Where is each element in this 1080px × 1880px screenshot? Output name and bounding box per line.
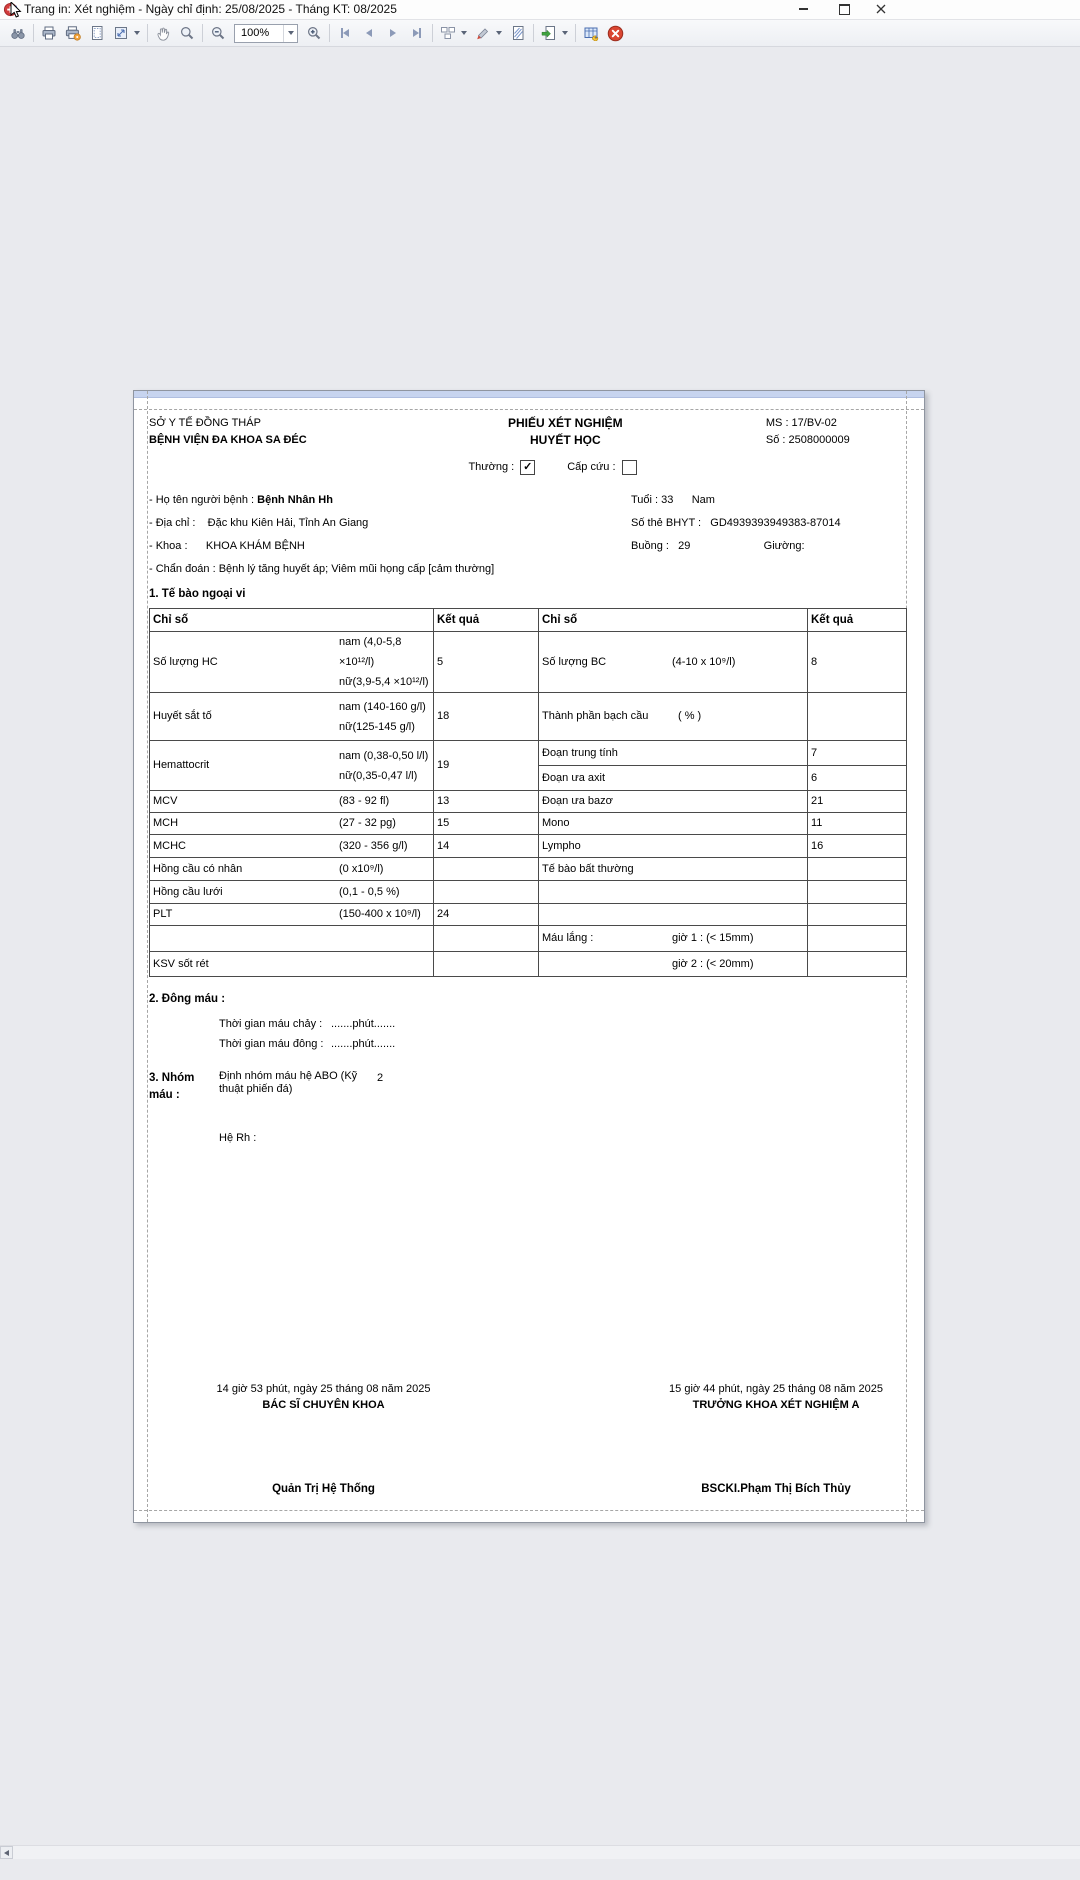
toolbar-separator [33, 24, 34, 42]
signature-name: BSCKI.Phạm Thị Bích Thủy [701, 1483, 851, 1495]
patient-address: - Địa chỉ : Đặc khu Kiên Hải, Tỉnh An Giang [149, 517, 369, 529]
first-page-button[interactable] [333, 22, 357, 44]
document-page [133, 390, 925, 1523]
test-result: 6 [808, 766, 907, 791]
test-name: Mono [539, 813, 808, 835]
watermark-dropdown-icon[interactable] [496, 31, 502, 35]
scale-dropdown-icon[interactable] [134, 31, 140, 35]
report-title-line1: PHIẾU XÉT NGHIỆM [508, 416, 623, 430]
table-row [150, 881, 907, 904]
margin-guide-left [147, 391, 148, 1522]
next-page-icon [390, 29, 396, 37]
test-name: Hồng cầu lưới [153, 885, 223, 898]
window-title: Trang in: Xét nghiệm - Ngày chỉ định: 25/08/2025 - Tháng KT: 08/2025 [24, 2, 397, 16]
toolbar-separator [329, 24, 330, 42]
ref-range: nữ(0,35-0,47 l/l) [339, 769, 418, 782]
section2-title: 2. Đông máu : [149, 993, 226, 1005]
normal-label: Thường : [468, 461, 515, 473]
test-name: Đoạn trung tính [539, 741, 808, 766]
test-name [539, 904, 808, 926]
table-row [150, 835, 907, 858]
magnifier-button[interactable] [175, 22, 199, 44]
maximize-icon [839, 4, 850, 15]
page-top-indicator [134, 391, 924, 398]
test-name: Số lượng BC [542, 655, 607, 668]
zoom-dropdown-icon[interactable] [283, 25, 297, 42]
test-result: 18 [434, 693, 539, 741]
test-result: 14 [434, 835, 539, 858]
test-result: 5 [434, 632, 539, 693]
search-icon [10, 25, 26, 41]
print-preview-toolbar [0, 20, 1080, 47]
test-result [808, 904, 907, 926]
test-result: 7 [808, 741, 907, 766]
rh-label: Hệ Rh : [219, 1132, 257, 1144]
section2 [149, 991, 906, 1054]
ref-range: nữ(3,9-5,4 ×10¹²/l) [339, 676, 429, 688]
previous-page-icon [366, 29, 372, 37]
org-name-line1: SỞ Y TẾ ĐỒNG THÁP [149, 417, 261, 429]
test-result [434, 952, 539, 977]
test-name: KSV sốt rét [150, 952, 434, 977]
export-dropdown-icon[interactable] [562, 31, 568, 35]
abo-result: 2 [377, 1072, 384, 1084]
print-button[interactable] [37, 22, 61, 44]
normal-checkbox[interactable] [520, 460, 535, 475]
signature-left [176, 1383, 471, 1495]
watermark-icon [475, 25, 491, 41]
magnifier-icon [179, 25, 195, 41]
patient-age: Tuổi : 33 Nam [631, 494, 715, 506]
check-icon: ✓ [523, 461, 533, 473]
table-row [150, 926, 907, 952]
ref-range: (320 - 356 g/l) [339, 839, 408, 852]
zoom-level-value: 100% [241, 27, 270, 39]
customize-button[interactable] [579, 22, 603, 44]
ref-range: (0 x10⁹/l) [339, 862, 384, 875]
test-result: 8 [808, 632, 907, 693]
section3-title: 3. Nhóm máu : [149, 1072, 195, 1101]
zoom-level-combobox[interactable] [234, 24, 298, 43]
test-name: Lympho [539, 835, 808, 858]
test-result [434, 858, 539, 881]
page-background-button[interactable] [506, 22, 530, 44]
report-number: Số : 2508000009 [765, 434, 850, 446]
ref-range: nam (0,38-0,50 l/l) [339, 749, 429, 762]
patient-name-label: - Họ tên người bệnh : [149, 494, 255, 506]
ref-range: nam (140-160 g/l) [339, 700, 426, 713]
test-result [808, 926, 907, 952]
last-page-button[interactable] [405, 22, 429, 44]
ref-range: (27 - 32 pg) [339, 817, 396, 829]
test-result: 15 [434, 813, 539, 835]
printer-icon [41, 25, 57, 41]
patient-diagnosis: - Chẩn đoán : Bệnh lý tăng huyết áp; Viêm mũi họng cấp [cảm thường] [149, 563, 495, 575]
test-name: Hồng cầu có nhân [153, 862, 243, 875]
clotting-time-value: .......phút....... [331, 1038, 396, 1050]
table-row [150, 813, 907, 835]
lab-results-table [149, 608, 907, 977]
search-button[interactable] [6, 22, 30, 44]
zoom-out-button[interactable] [206, 22, 230, 44]
bleeding-time-label: Thời gian máu chảy : [219, 1018, 323, 1030]
test-result [808, 858, 907, 881]
print-options-button[interactable] [61, 22, 85, 44]
test-result [808, 881, 907, 904]
ref-range: giờ 2 : (< 20mm) [672, 957, 754, 970]
test-result: 21 [808, 791, 907, 813]
priority-row [205, 459, 906, 476]
export-icon [541, 25, 557, 41]
test-name: MCV [153, 795, 178, 807]
previous-page-button[interactable] [357, 22, 381, 44]
ref-range: (0,1 - 0,5 %) [339, 885, 400, 898]
abo-method-line1: Định nhóm máu hệ ABO (Kỹ [219, 1070, 358, 1082]
toolbar-separator [202, 24, 203, 42]
table-row [150, 952, 907, 977]
patient-room-bed: Buồng : 29 Giường: [631, 540, 805, 552]
signature-date: 14 giờ 53 phút, ngày 25 tháng 08 năm 2025 [216, 1383, 431, 1395]
multi-page-view-button[interactable] [436, 22, 460, 44]
export-button[interactable] [537, 22, 561, 44]
scale-icon [113, 25, 129, 41]
section3 [149, 1070, 906, 1104]
ref-range: nam (4,0-5,8 ×10¹²/l) [339, 636, 402, 668]
org-name-line2: BỆNH VIỆN ĐA KHOA SA ĐÉC [149, 434, 307, 446]
patient-row [149, 535, 906, 558]
column-header: Chỉ số [539, 609, 808, 632]
table-row [150, 741, 907, 766]
test-name: Máu lắng : [542, 932, 594, 944]
table-header-row [150, 609, 907, 632]
test-name: Số lượng HC [153, 655, 218, 668]
test-result: 19 [434, 741, 539, 791]
watermark-button[interactable] [471, 22, 495, 44]
signature-role: BÁC SĨ CHUYÊN KHOA [262, 1399, 385, 1411]
close-button[interactable] [871, 1, 891, 17]
patient-row [149, 489, 906, 512]
test-name: Đoạn ưa axit [539, 766, 808, 791]
test-name: Tế bào bất thường [539, 858, 808, 881]
toolbar-separator [575, 24, 576, 42]
test-name [150, 926, 434, 952]
patient-insurance: Số thẻ BHYT : GD4939393949383-87014 [631, 517, 841, 529]
scroll-left-button[interactable] [0, 1846, 13, 1859]
ref-range: (150-400 x 10⁹/l) [339, 908, 421, 920]
toolbar-separator [533, 24, 534, 42]
zoom-in-icon [306, 25, 322, 41]
window-titlebar [0, 0, 1080, 20]
table-row [150, 693, 907, 741]
test-name: Thành phần bạch cầu [542, 710, 649, 722]
report-content [149, 415, 906, 1147]
report-header-row1 [149, 415, 906, 432]
multi-page-icon [440, 25, 456, 41]
table-row [150, 858, 907, 881]
test-result [434, 881, 539, 904]
emergency-label: Cấp cứu : [567, 461, 616, 473]
ref-range: (83 - 92 fl) [339, 795, 390, 807]
test-result [808, 693, 907, 741]
minimize-button[interactable] [793, 1, 813, 17]
bleeding-time-value: .......phút....... [331, 1018, 396, 1030]
ref-range: (4-10 x 10⁹/l) [672, 655, 736, 668]
multi-page-dropdown-icon[interactable] [461, 31, 467, 35]
hand-tool-icon [155, 25, 171, 41]
toolbar-separator [432, 24, 433, 42]
test-name: PLT [153, 908, 173, 920]
table-row [150, 632, 907, 693]
test-name: Huyết sắt tố [153, 710, 212, 722]
margin-guide-bottom [134, 1510, 924, 1511]
abo-method-line2: thuật phiến đá) [219, 1083, 293, 1095]
page-setup-button[interactable] [85, 22, 109, 44]
patient-info [149, 489, 906, 581]
test-name: Đoạn ưa bazơ [539, 791, 808, 813]
scale-button[interactable] [109, 22, 133, 44]
column-header: Kết quả [808, 609, 907, 632]
emergency-checkbox[interactable] [622, 460, 637, 475]
close-preview-icon [607, 25, 624, 42]
ref-range: ( % ) [678, 710, 702, 722]
printer-options-icon [65, 25, 81, 41]
signature-right [659, 1383, 893, 1495]
test-result [808, 952, 907, 977]
page-background-icon [510, 25, 526, 41]
test-result: 16 [808, 835, 907, 858]
test-result [434, 926, 539, 952]
test-result: 11 [808, 813, 907, 835]
scroll-left-icon [4, 1850, 9, 1856]
column-header: Kết quả [434, 609, 539, 632]
signature-role: TRƯỞNG KHOA XÉT NGHIỆM A [692, 1399, 860, 1411]
form-code: MS : 17/BV-02 [765, 417, 837, 429]
maximize-button[interactable] [834, 1, 854, 17]
horizontal-scrollbar[interactable] [0, 1845, 1080, 1859]
section1-title: 1. Tế bào ngoại vi [149, 588, 246, 600]
signature-block [149, 1383, 906, 1495]
test-name: Hemattocrit [153, 759, 210, 771]
minimize-icon [799, 8, 808, 10]
zoom-out-icon [210, 25, 226, 41]
patient-name: Bệnh Nhân Hh [257, 494, 333, 506]
toolbar-separator [147, 24, 148, 42]
mouse-cursor [10, 2, 26, 18]
close-icon [876, 4, 886, 14]
zoom-in-button[interactable] [302, 22, 326, 44]
ref-range: nữ(125-145 g/l) [339, 720, 415, 733]
test-name [539, 881, 808, 904]
ref-range: giờ 1 : (< 15mm) [672, 932, 754, 944]
hand-tool-button[interactable] [151, 22, 175, 44]
signature-date: 15 giờ 44 phút, ngày 25 tháng 08 năm 2025 [669, 1383, 883, 1395]
patient-department: - Khoa : KHOA KHÁM BỆNH [149, 540, 305, 552]
table-row [150, 791, 907, 813]
clotting-time-label: Thời gian máu đông : [219, 1038, 324, 1050]
page-setup-icon [89, 25, 105, 41]
signature-name: Quản Trị Hệ Thống [272, 1483, 375, 1495]
report-title-line2: HUYẾT HỌC [530, 433, 601, 447]
test-result: 13 [434, 791, 539, 813]
test-name: MCHC [153, 839, 186, 852]
test-name: MCH [153, 817, 179, 829]
table-row [150, 904, 907, 926]
next-page-button[interactable] [381, 22, 405, 44]
column-header: Chỉ số [150, 609, 434, 632]
test-result: 24 [434, 904, 539, 926]
report-header-row2 [149, 432, 906, 449]
margin-guide-top [134, 409, 924, 410]
close-preview-button[interactable] [603, 22, 627, 44]
patient-row [149, 512, 906, 535]
customize-icon [583, 25, 599, 41]
